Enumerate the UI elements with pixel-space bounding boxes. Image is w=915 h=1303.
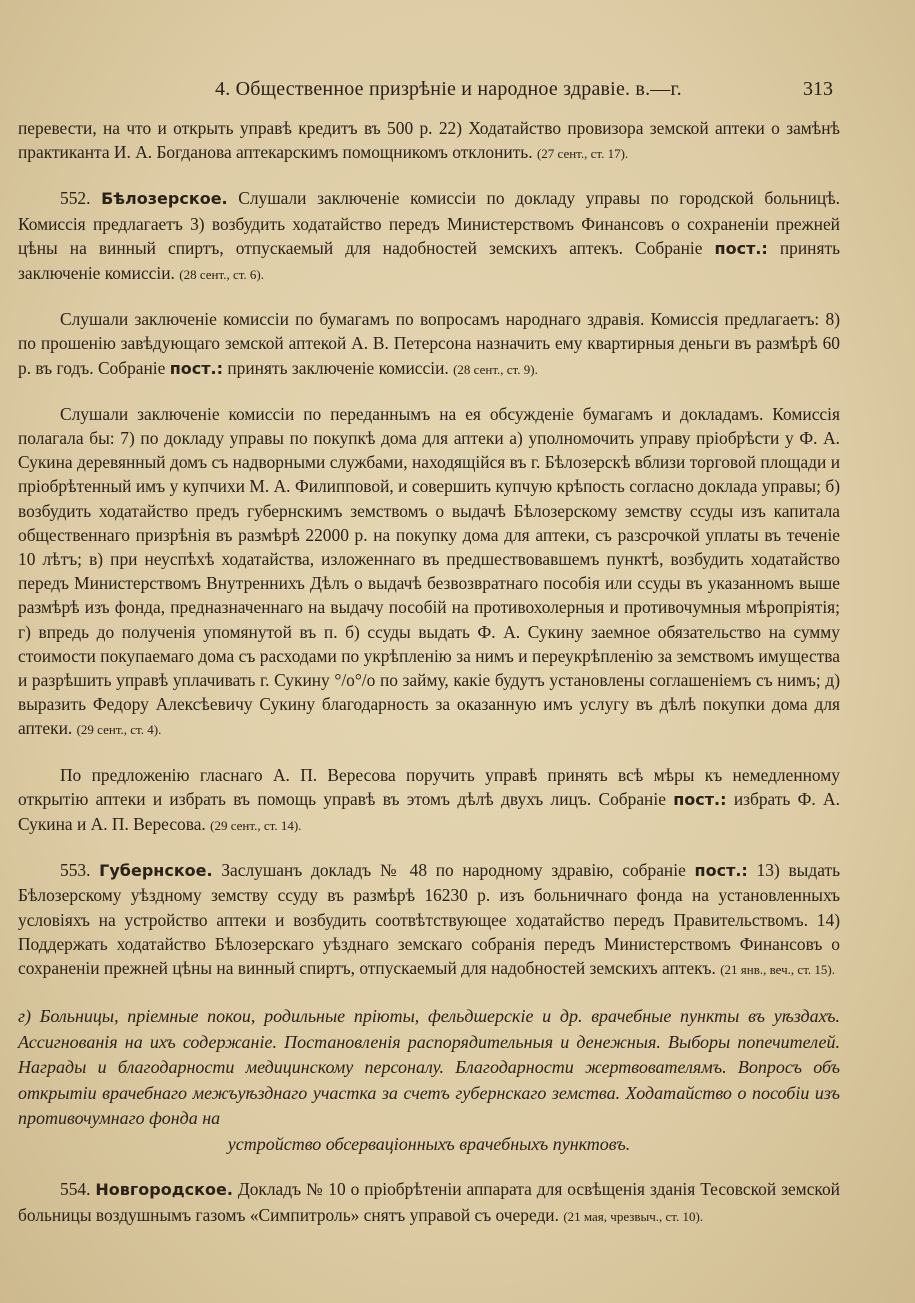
entry-553	[18, 858, 840, 982]
paragraph-text: Слушали заключеніе комиссіи по докладу управы по городской больницѣ. Комиссія предлагаетъ 3) возбудить ходатайство передъ Министерствомъ Финансовъ о сохраненіи прежней цѣны на винный спиртъ, отпускаемый для надобностей земскихъ аптекъ. Собраніе	[18, 188, 840, 258]
resolution-marker: пост.:	[673, 789, 727, 809]
section-heading-last-line: устройство обсерваціонныхъ врачебныхъ пунктовъ.	[227, 1133, 631, 1154]
running-header	[0, 78, 915, 102]
source-reference: (29 сент., ст. 4).	[76, 722, 162, 738]
paragraph-text: Заслушанъ докладъ № 48 по народному здравію, собраніе	[221, 860, 686, 881]
resolution-marker: пост.:	[714, 238, 768, 258]
source-reference: (29 сент., ст. 14).	[210, 818, 302, 834]
source-reference: (21 мая, чрезвыч., ст. 10).	[563, 1208, 704, 1224]
paragraph-text: перевести, на что и открыть управѣ кредитъ въ 500 р. 22) Ходатайство провизора земской аптеки о замѣнѣ практиканта И. А. Богданова аптекарскимъ помощникомъ отклонить.	[18, 118, 840, 163]
entry-place: Бѣлозерское.	[101, 189, 228, 209]
entry-number: 552.	[60, 188, 91, 209]
source-reference: (28 сент., ст. 6).	[179, 267, 264, 283]
paragraph-text: принять заключеніе комиссіи.	[227, 357, 449, 378]
entry-number: 553.	[60, 860, 91, 881]
paragraph-veresov	[18, 763, 840, 839]
paragraph-text: По предложенію гласнаго А. П. Вересова поручить управѣ принять всѣ мѣры къ немедленному открытію аптеки и избрать въ помощь управѣ въ этомъ дѣлѣ двухъ лицъ. Собраніе	[18, 764, 840, 809]
paragraph-text: принять заключеніе комиссіи.	[18, 237, 841, 284]
paragraph-house-purchase	[18, 402, 840, 743]
paragraph-text: 13) выдать Бѣлозерскому уѣздному земству ссуду въ размѣрѣ 16230 р. изъ больничнаго фонда на установленныхъ условіяхъ на устройство аптеки и возбудить соотвѣтствующее ходатайство передъ Правительствомъ. 14) Поддержать ходатайство Бѣлозерскаго уѣзднаго земскаго собранія передъ Министерствомъ Финансовъ о сохраненіи прежней цѣны на винный спиртъ, отпускаемый для надобностей земскихъ аптекъ.	[18, 860, 840, 979]
entry-place: Новгородское.	[95, 1180, 233, 1200]
paragraph-apothecary-rent	[18, 307, 840, 382]
resolution-marker: пост.:	[694, 861, 748, 881]
source-reference: (27 сент., ст. 17).	[536, 146, 629, 162]
section-heading-text: г) Больницы, пріемные покои, родильные пріюты, фельдшерскіе и др. врачебные пункты въ уѣздахъ. Ассигнованія на ихъ содержаніе. Постановленія распорядительныя и денежныя. Выборы попечителей. Награды и благодарности медицинскому персоналу. Благодарности жертвователямъ. Вопросъ объ открытіи врачебнаго межъуѣзднаго участка за счетъ губернскаго земства. Ходатайство о пособіи изъ противочумнаго фонда на	[18, 1006, 840, 1129]
paragraph-continuation	[18, 116, 840, 166]
entry-place: Губернское.	[99, 861, 213, 881]
entry-552	[18, 186, 840, 287]
entry-number: 554.	[60, 1179, 91, 1200]
section-g-heading	[18, 1004, 840, 1157]
source-reference: (21 янв., веч., ст. 15).	[720, 962, 835, 978]
source-reference: (28 сент., ст. 9).	[453, 361, 538, 377]
entry-554	[18, 1177, 840, 1228]
paragraph-text: избрать Ф. А. Сукина и А. П. Вересова.	[18, 788, 840, 835]
page-number: 313	[803, 78, 833, 100]
resolution-marker: пост.:	[169, 358, 223, 378]
header-title: 4. Общественное призрѣніе и народное здравіе. в.—г.	[215, 78, 682, 100]
page-body	[18, 116, 840, 1229]
paragraph-text: Слушали заключеніе комиссіи по переданнымъ на ея обсужденіе бумагамъ и докладамъ. Комиссія полагала бы: 7) по докладу управы по покупкѣ дома для аптеки а) уполномочить управу пріобрѣсти у Ф. А. Сукина деревянный домъ съ надворными службами, находящійся въ г. Бѣлозерскѣ вблизи торговой площади и пріобрѣтенный имъ у купчихи М. А. Филипповой, и совершить купчую крѣпость согласно доклада управы; б) возбудить ходатайство предъ губернскимъ земствомъ о выдачѣ Бѣлозерскому земству ссуды изъ капитала общественнаго призрѣнія въ размѣрѣ 22000 р. на покупку дома для аптеки, съ разсрочкой уплаты въ теченіе 10 лѣтъ; в) при неуспѣхѣ ходатайства, изложеннаго въ предшествовавшемъ пунктѣ, возбудить ходатайство передъ Министерствомъ Внутреннихъ Дѣлъ о выдачѣ безвозвратнаго пособія или ссуды въ указанномъ выше размѣрѣ изъ фонда, предназначеннаго на выдачу пособій на противохолерныя и противочумныя мѣропріятія; г) впредь до полученія упомянутой въ п. б) ссуды выдать Ф. А. Сукину заемное обязательство на сумму стоимости покупаемаго дома съ расходами по укрѣпленію за нимъ и переукрѣпленію за земствомъ имущества и разрѣшить управѣ уплачивать г. Сукину °/о°/о по займу, какіе будутъ установлены соглашеніемъ съ нимъ; д) выразить Федору Алексѣевичу Сукину благодарность за оказанную имъ услугу въ дѣлѣ покупки дома для аптеки.	[18, 403, 840, 739]
paragraph-text: Докладъ № 10 о пріобрѣтеніи аппарата для освѣщенія зданія Тесовской земской больницы воздушнымъ газомъ «Симпитроль» снятъ управой съ очереди.	[18, 1179, 840, 1225]
paragraph-text: Слушали заключеніе комиссіи по бумагамъ по вопросамъ народнаго здравія. Комиссія предлагаетъ: 8) по прошенію завѣдующаго земской аптекой А. В. Петерсона назначить ему квартирныя деньги въ размѣрѣ 60 р. въ годъ. Собраніе	[18, 309, 840, 378]
